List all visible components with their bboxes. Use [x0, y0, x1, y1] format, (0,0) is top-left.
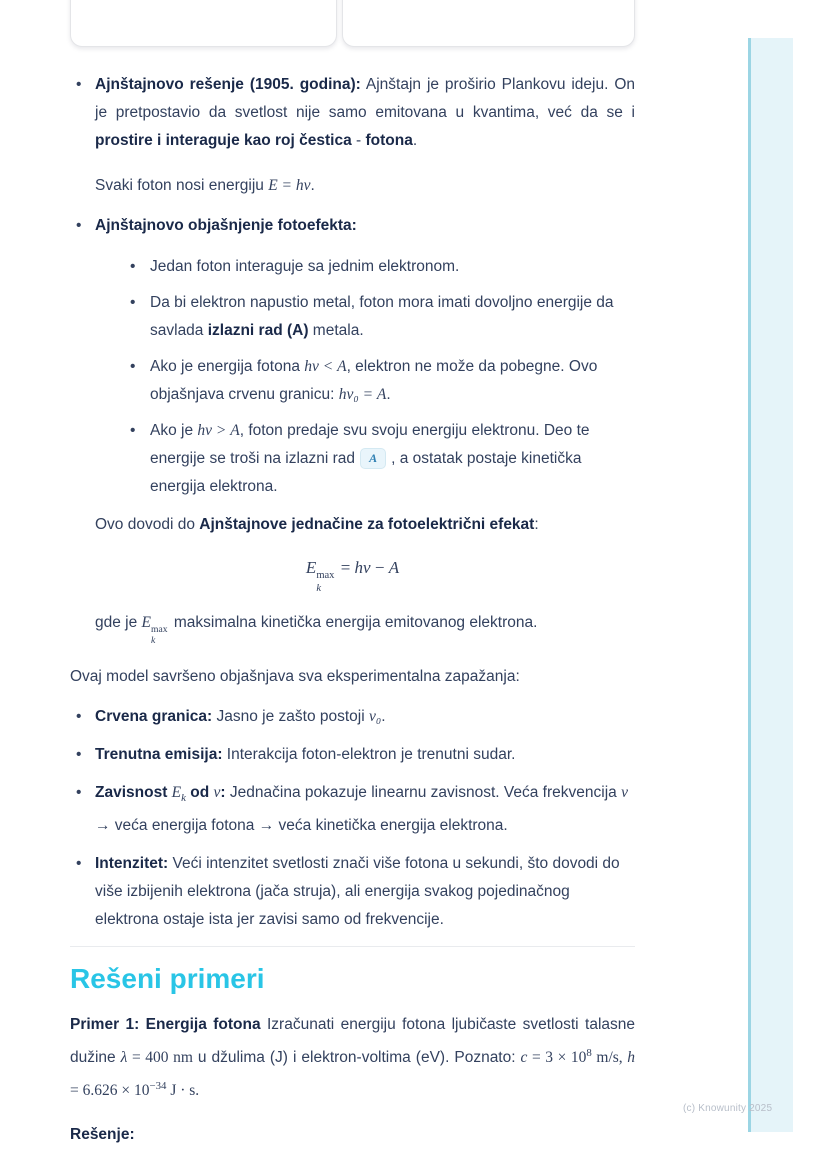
text-run: , elektron ne može da pobegne. Ovo objašnjava crvenu granicu:: [150, 358, 598, 403]
math-run: E: [171, 783, 182, 801]
bold-run: :: [220, 783, 226, 801]
text-run: u džulima (J) i elektron-voltima (eV). Poznato:: [192, 1048, 521, 1066]
paragraph-primer-1: [70, 1011, 635, 1105]
bold-run: fotona: [365, 132, 413, 149]
text-run: Ako je: [150, 422, 198, 439]
bullet-list-observations: [70, 703, 635, 934]
equation-var1: hν: [354, 558, 371, 577]
paragraph-model-intro: Ovaj model savršeno objašnjava sva eksperimentalna zapažanja:: [70, 667, 520, 685]
math-run: c: [520, 1048, 528, 1066]
bullet-list-explanation: [70, 212, 635, 501]
math-run: ν₀: [368, 707, 382, 725]
ekmax-sub: k: [151, 635, 156, 647]
page-edge-strip: [748, 38, 793, 1132]
math-run: = 6.626 × 10: [70, 1082, 150, 1099]
text-run: Interakcija foton-elektron je trenutni sudar.: [222, 745, 516, 763]
top-card-right: [342, 0, 635, 47]
paragraph-resenje: [70, 1121, 635, 1149]
equation-base: E: [305, 558, 317, 577]
text-run: Veći intenzitet svetlosti znači više fotona u sekundi, što dovodi do više izbijenih elektrona (jača struja), ali energija svakog pojedinačnog elektrona ostaje ista jer zavisi samo od frekvencije.: [95, 854, 620, 928]
math-sub: k: [181, 791, 186, 804]
text-run: metala.: [308, 322, 364, 339]
list-item-energy-transfer: [125, 417, 635, 501]
list-item-red-boundary: [70, 703, 635, 731]
text-run: Jednačina pokazuje linearnu zavisnost. Veća frekvencija: [225, 783, 622, 801]
bold-run: Trenutna emisija:: [95, 745, 223, 763]
text-run: gde je: [95, 614, 142, 632]
ekmax-base: E: [141, 614, 152, 632]
text-run: → veća energija fotona → veća kinetička energija elektrona.: [95, 816, 508, 834]
watermark: (c) Knowunity 2025: [683, 1103, 773, 1114]
text-run: Ajnštajn je proširio Plankovu ideju. On je pretpostavio da svetlost nije samo emitovana u kvantima, već da se i: [95, 76, 636, 121]
text-run: Ako je energija fotona: [150, 358, 305, 375]
text-run: .: [381, 707, 386, 725]
equation-equals: =: [336, 558, 355, 577]
text-run: Svaki foton nosi energiju: [95, 177, 269, 194]
text-run: .: [310, 177, 315, 194]
text-run: :: [534, 516, 539, 533]
ekmax-supsub: [151, 624, 168, 647]
math-run: m/s,: [591, 1048, 628, 1066]
list-item-one-photon: [125, 253, 635, 281]
math-run: hν₀ = A: [338, 386, 387, 403]
bold-run: Ajnštajnovo rešenje (1905. godina):: [95, 76, 361, 93]
list-item-red-limit: [125, 353, 635, 409]
list-item-instant-emission: [70, 741, 635, 769]
equation-minus: −: [370, 558, 389, 577]
bold-run: od: [185, 783, 214, 801]
equation-sup: max: [316, 570, 335, 582]
sub-bullet-list: [125, 253, 635, 501]
math-run: ν: [621, 783, 628, 801]
bold-run: izlazni rad (A): [207, 322, 309, 339]
paragraph-leads-to-equation: [95, 511, 635, 539]
bold-run: prostire i interaguje kao roj čestica: [95, 132, 352, 149]
math-sup: 8: [586, 1046, 592, 1059]
text-run: Izračunati energiju fotona ljubičaste svetlosti talasne dužine: [70, 1015, 635, 1066]
einstein-equation: [70, 553, 635, 595]
section-heading-solved-examples: Rešeni primeri: [70, 962, 265, 994]
math-run: ν: [213, 783, 221, 801]
math-run: h: [627, 1048, 635, 1066]
text-run: maksimalna kinetička energija emitovanog elektrona.: [169, 614, 538, 632]
section-divider: [70, 946, 635, 947]
equation-sub: k: [316, 582, 321, 594]
work-function-badge: [360, 448, 386, 469]
text-run: , a ostatak postaje kinetička energija elektrona.: [150, 450, 582, 495]
equation-var2: A: [388, 558, 400, 577]
text-run: Jasno je zašto postoji: [212, 707, 369, 725]
bold-run: Primer 1: Energija fotona: [70, 1015, 261, 1033]
equation-supsub: [316, 570, 334, 595]
list-item-work-function: [125, 289, 635, 345]
text-run: -: [351, 132, 366, 149]
math-run: λ: [120, 1048, 128, 1066]
bold-run: Ajnštajnove jednačine za fotoelektrični efekat: [199, 516, 535, 533]
math-run: hν < A: [304, 358, 347, 375]
paragraph-where-ekmax: [95, 609, 635, 646]
text-run: .: [412, 132, 418, 149]
document-content: [70, 46, 635, 1149]
math-run: = 3 × 10: [527, 1048, 587, 1066]
math-run: J · s.: [166, 1082, 200, 1099]
ekmax-sup: max: [151, 623, 168, 635]
text-run: Da bi elektron napustio metal, foton mora imati dovoljno energije da savlada: [150, 294, 614, 339]
bold-run: Zavisnost: [95, 783, 172, 801]
top-card-left: [70, 0, 337, 47]
list-item-intensity: [70, 850, 635, 934]
math-run: E = hν: [268, 177, 311, 194]
bold-run: Crvena granica:: [95, 707, 213, 725]
bold-run: Intenzitet:: [95, 854, 169, 872]
explanation-title: Ajnštajnovo objašnjenje fotoefekta:: [95, 217, 357, 234]
list-item-einstein-solution: [70, 71, 635, 155]
math-run: hν > A: [197, 422, 240, 439]
math-run: = 400 nm: [127, 1048, 193, 1066]
math-sup: −34: [149, 1079, 167, 1092]
bullet-list-einstein-solution: [70, 71, 635, 155]
list-item-ek-dependence: [70, 779, 635, 840]
paragraph-photon-energy: [95, 172, 635, 200]
text-run: , foton predaje svu svoju energiju elektronu. Deo te energije se troši na izlazni rad: [150, 422, 590, 467]
list-item-explanation: [70, 212, 635, 501]
text-run: Jedan foton interaguje sa jednim elektronom.: [150, 258, 460, 275]
badge-label: A: [369, 451, 378, 465]
text-run: .: [386, 386, 391, 403]
text-run: Ovo dovodi do: [95, 516, 200, 533]
bold-run: Rešenje:: [70, 1126, 135, 1143]
